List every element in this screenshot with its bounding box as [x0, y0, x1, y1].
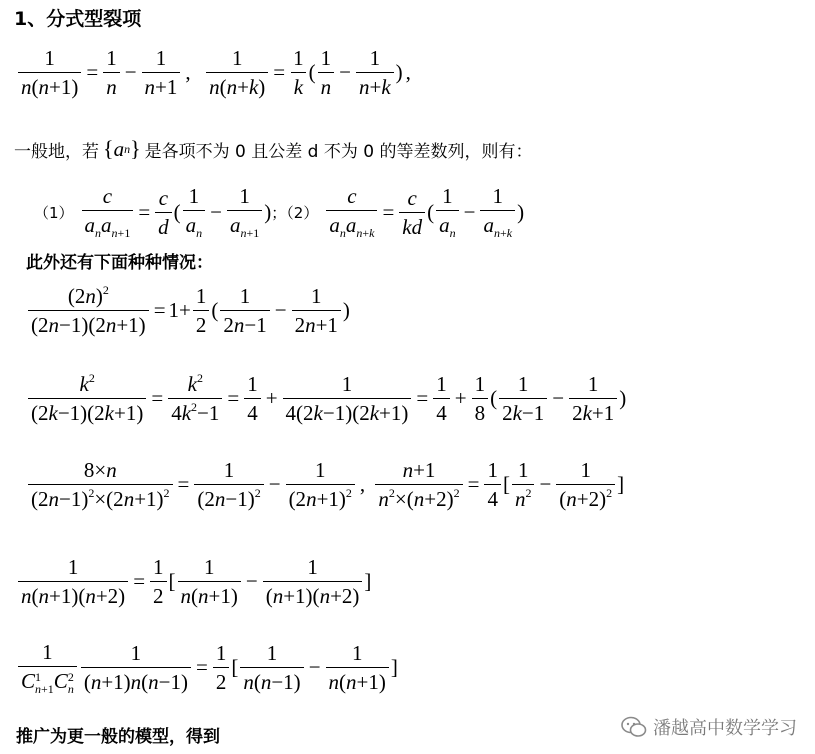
watermark	[621, 714, 797, 740]
general-statement	[14, 136, 532, 162]
formula-k-squared: $\frac{k^2}{(2k-1)(2k+1)}$ = $\frac{k^2}{4k^2-1}$ = $\frac{1}{4}$ + $\frac{1}{4(2k-1)(2k+1)}$ = $\frac{1}{4}$ + $\frac{1}{8}$ ( $\frac{1}{2k-1}$ − $\frac{1}{2k+1}$ )	[26, 372, 626, 425]
formula-combination: 1 C 1 n+1 C 2 n $\frac{1}{(n+1)n(n-1)}$ = $\frac{1}{2}$ [ $\frac{1}{n(n-1)}$ − $\frac{1}{n(n+1)}$ ]	[16, 640, 398, 695]
section-heading: 1、分式型裂项	[14, 8, 142, 30]
other-cases-heading: 此外还有下面种种情况：	[26, 253, 213, 273]
watermark-text: 潘越高中数学学习	[653, 718, 797, 739]
formula-basic-split: $\frac{1}{n(n+1)}$ = $\frac{1}{n}$ − $\frac{1}{n+1}$ , $\frac{1}{n(n+k)}$ = $\frac{1}{k}$ ( $\frac{1}{n}$ − $\frac{1}{n+k}$ ) ,	[16, 46, 414, 99]
formula-2n-squared: $\frac{(2n)^2}{(2n-1)(2n+1)}$ = 1+ $\frac{1}{2}$ ( $\frac{1}{2n-1}$ − $\frac{1}{2n+1}$ )	[26, 284, 350, 337]
general-text-suffix: 是各项不为 0 且公差 d 不为 0 的等差数列，则有：	[144, 141, 533, 162]
wechat-icon	[621, 716, 647, 738]
general-text-prefix: 一般地，若	[14, 141, 99, 162]
formula-triple-product: $\frac{1}{n(n+1)(n+2)}$ = $\frac{1}{2}$ [ $\frac{1}{n(n+1)}$ − $\frac{1}{(n+1)(n+2)}$ ]	[16, 555, 371, 608]
formula-8n: $\frac{8\times n}{(2n-1)^2\times(2n+1)^2}$ = $\frac{1}{(2n-1)^2}$ − $\frac{1}{(2n+1)^2}$ , $\frac{n+1}{n^2\times(n+2)^2}$ = $\frac{1}{4}$ [ $\frac{1}{n^2}$ − $\frac{1}{(n+2)^2}$ ]	[26, 458, 624, 511]
case-2-label: ；（2）	[271, 203, 319, 222]
formula-arithmetic-cases: （1） $\frac{c}{a_na_{n+1}}$ = $\frac{c}{d}$ ( $\frac{1}{a_n}$ − $\frac{1}{a_{n+1}}$ ) ；（2） $\frac{c}{a_na_{n+k}}$ = $\frac{c}{kd}$ ( $\frac{1}{a_n}$ − $\frac{1}{a_{n+k}}$ )	[34, 184, 525, 241]
sequence-symbol: { a n }	[103, 136, 141, 161]
conclusion-text: 推广为更一般的模型，得到	[16, 727, 220, 747]
case-1-label: （1）	[34, 203, 74, 222]
